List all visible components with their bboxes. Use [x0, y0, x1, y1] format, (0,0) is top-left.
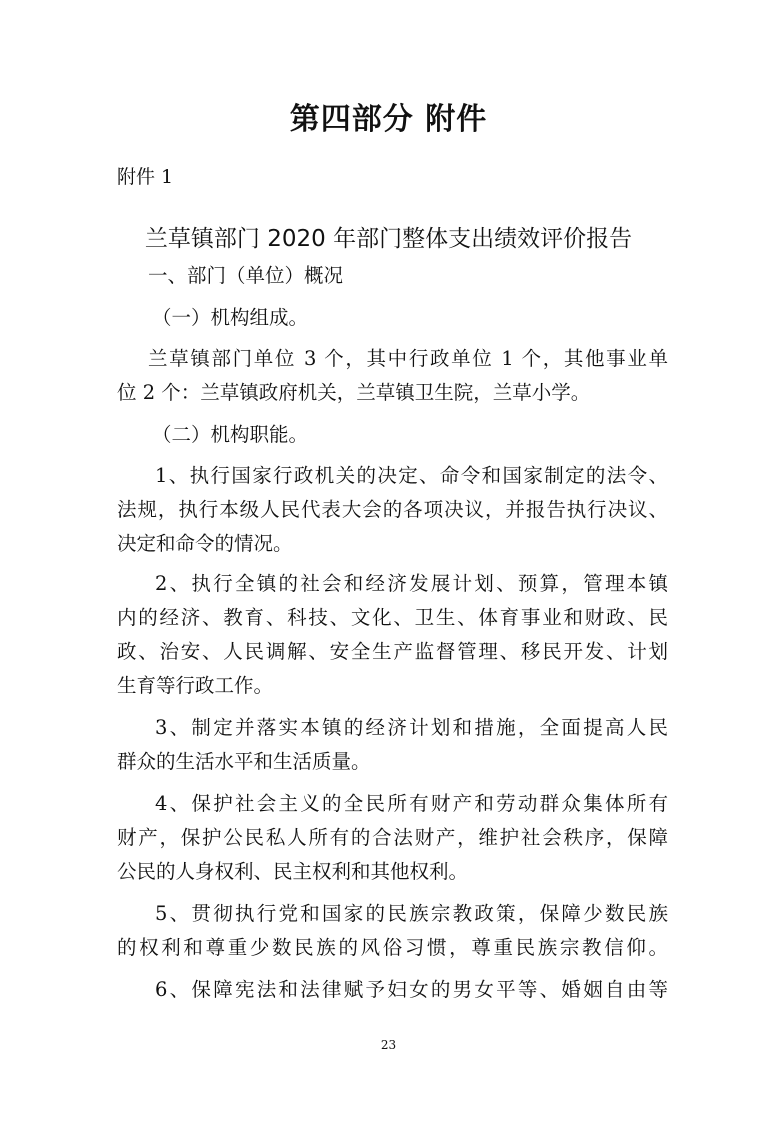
paragraph-line: 内的经济、教育、科技、文化、卫生、体育事业和财政、民 [117, 606, 668, 629]
paragraph-line: 5、贯彻执行党和国家的民族宗教政策，保障少数民族 [155, 902, 668, 925]
paragraph-line: 决定和命令的情况。 [117, 532, 293, 555]
paragraph-line: 2、执行全镇的社会和经济发展计划、预算，管理本镇 [155, 572, 668, 595]
paragraph-line: 4、保护社会主义的全民所有财产和劳动群众集体所有 [155, 792, 668, 815]
paragraph-line: 1、执行国家行政机关的决定、命令和国家制定的法令、 [155, 464, 668, 487]
part-title: 第四部分 附件 [289, 102, 488, 137]
paragraph-line: 公民的人身权利、民主权利和其他权利。 [117, 860, 469, 883]
paragraph-line: 兰草镇部门单位 3 个，其中行政单位 1 个，其他事业单 [148, 347, 668, 370]
attachment-label: 附件 1 [117, 166, 174, 188]
paragraph-line: 6、保障宪法和法律赋予妇女的男女平等、婚姻自由等 [155, 978, 668, 1001]
page-number: 23 [380, 1038, 397, 1052]
paragraph-line: 3、制定并落实本镇的经济计划和措施，全面提高人民 [155, 716, 668, 739]
subsection-heading: （一）机构组成。 [152, 306, 309, 329]
subsection-heading: （二）机构职能。 [152, 423, 309, 446]
paragraph-line: 群众的生活水平和生活质量。 [117, 750, 371, 773]
paragraph-line: 生育等行政工作。 [117, 674, 274, 697]
paragraph-line: 位 2 个：兰草镇政府机关，兰草镇卫生院，兰草小学。 [117, 381, 591, 404]
paragraph-line: 法规，执行本级人民代表大会的各项决议，并报告执行决议、 [117, 498, 668, 521]
paragraph-line: 政、治安、人民调解、安全生产监督管理、移民开发、计划 [117, 640, 668, 663]
section-heading: 一、部门（单位）概况 [148, 264, 344, 287]
paragraph-line: 财产，保护公民私人所有的合法财产，维护社会秩序，保障 [117, 826, 668, 849]
report-title: 兰草镇部门 2020 年部门整体支出绩效评价报告 [144, 226, 633, 252]
paragraph-line: 的权利和尊重少数民族的风俗习惯，尊重民族宗教信仰。 [117, 936, 668, 959]
